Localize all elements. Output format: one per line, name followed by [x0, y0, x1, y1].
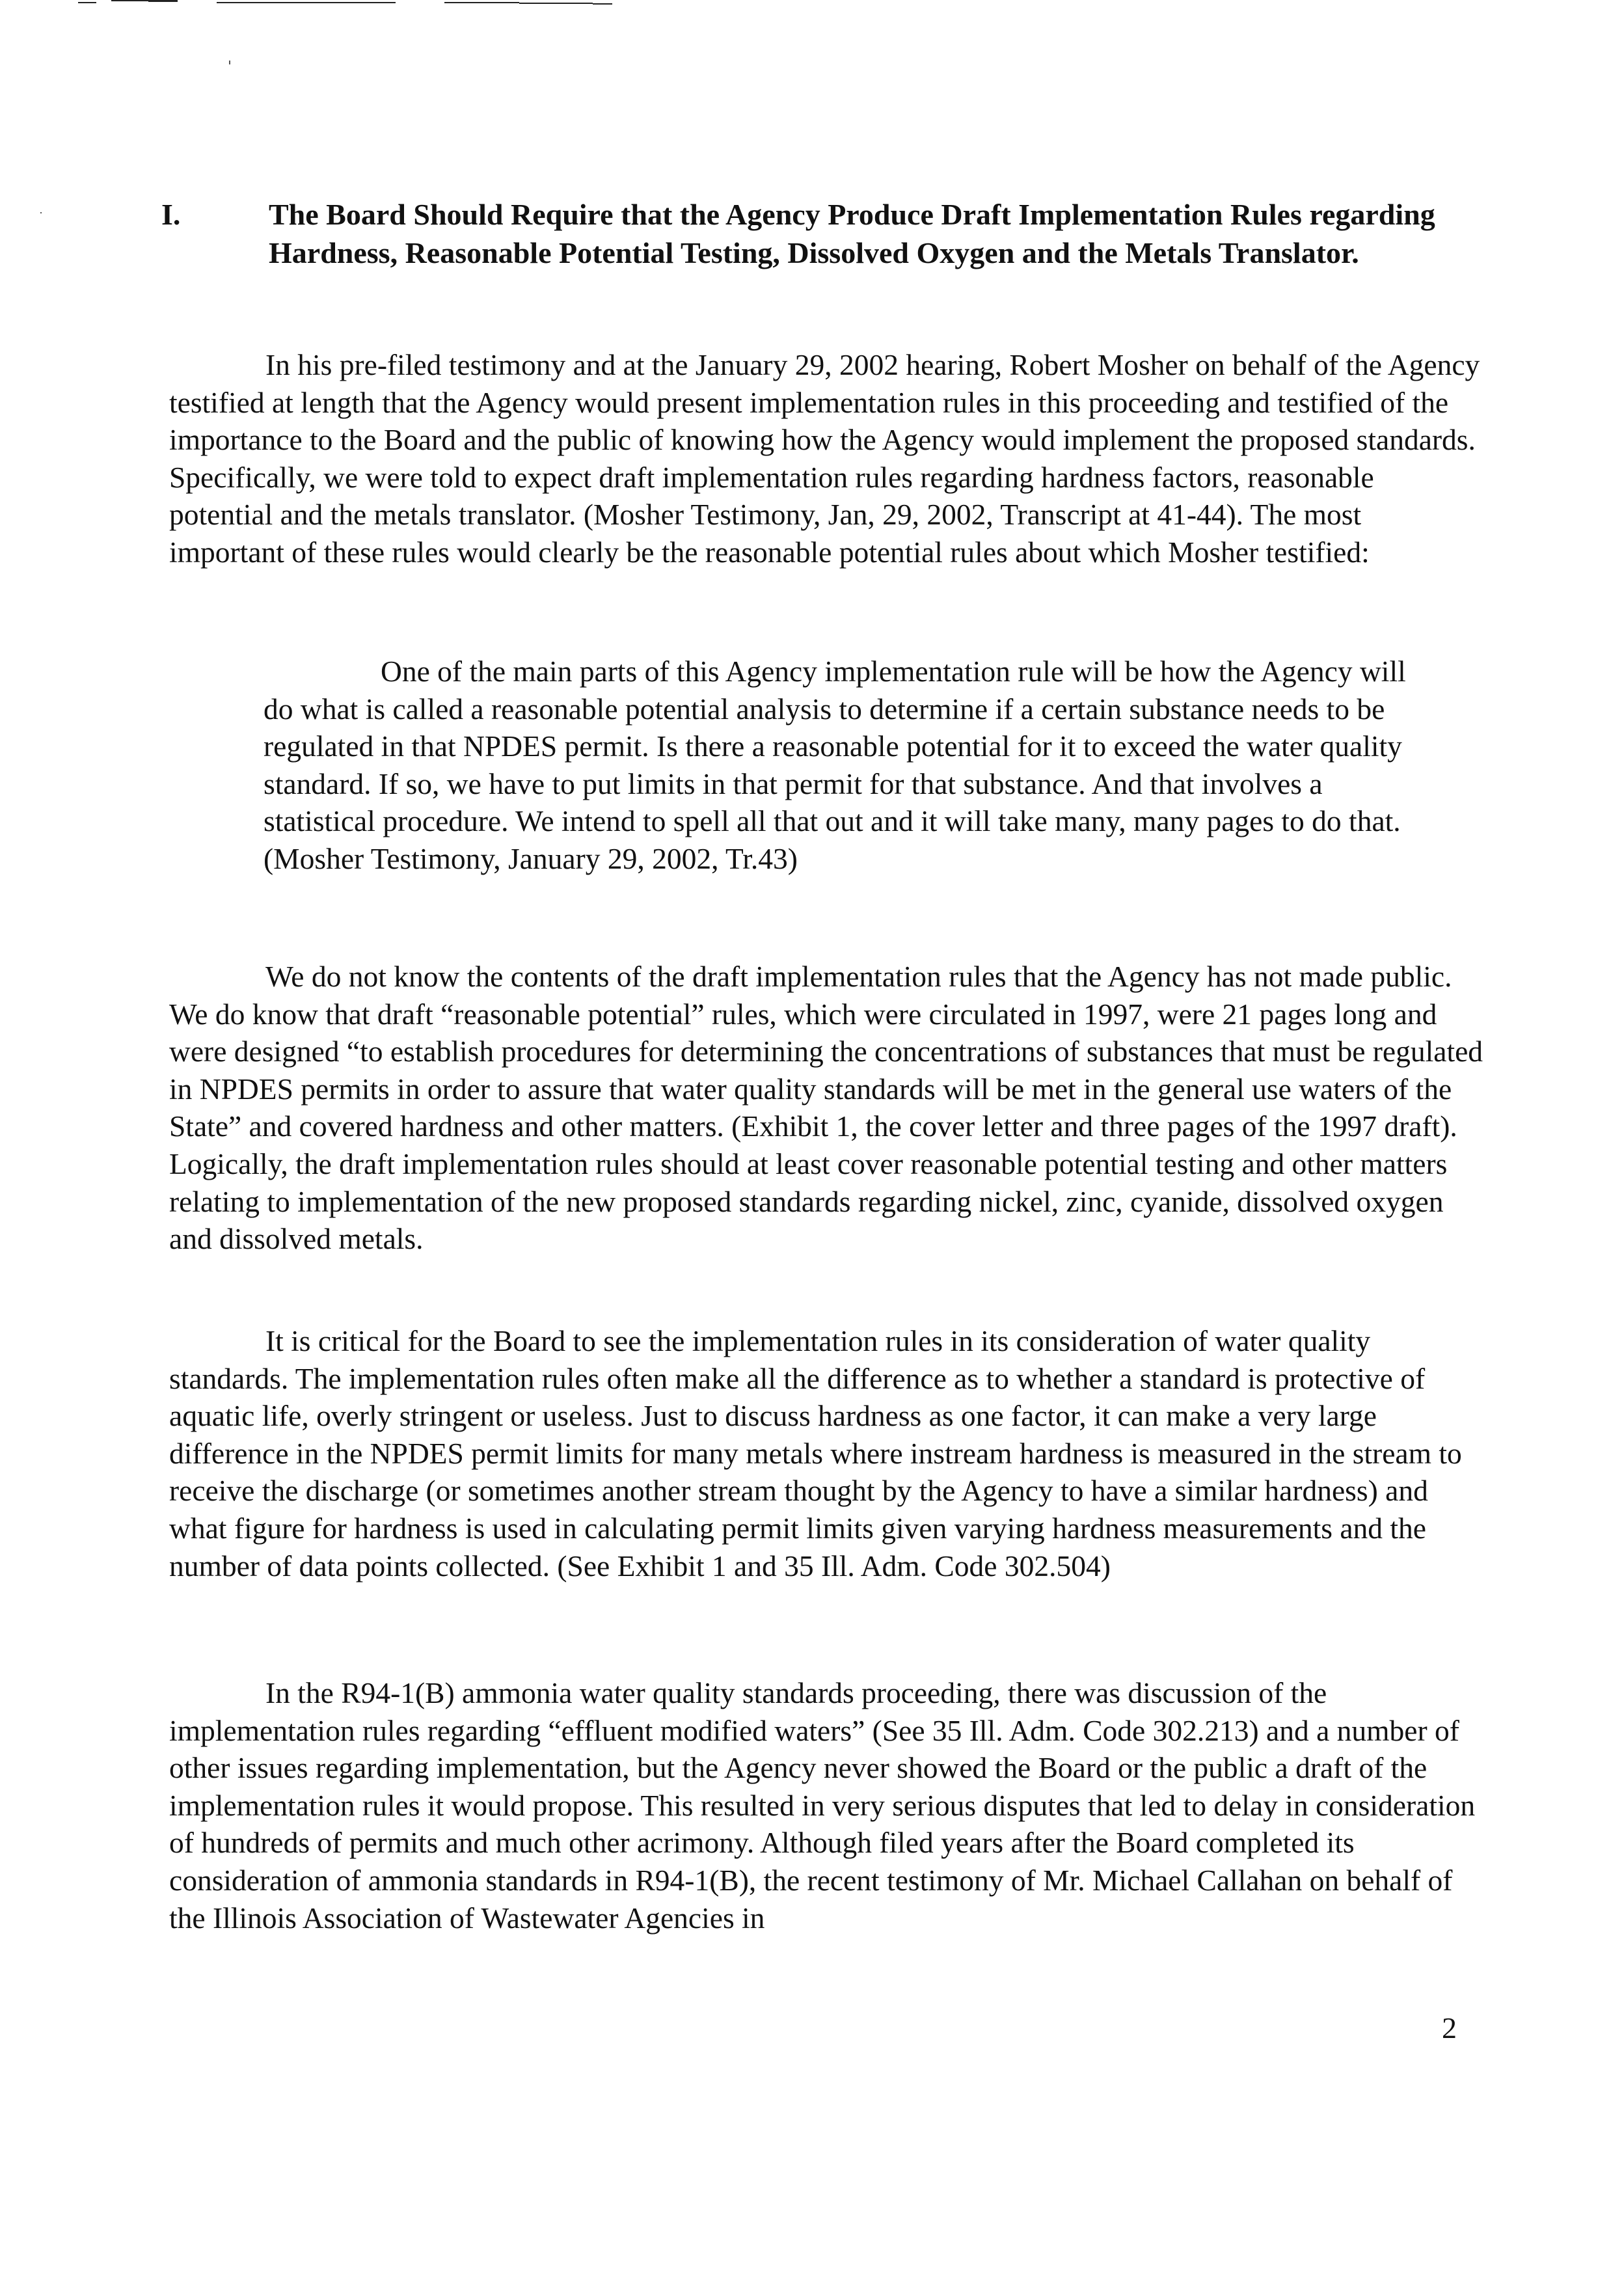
section-numeral: I.: [161, 198, 181, 231]
body-paragraph: In his pre-filed testimony and at the January 29, 2002 hearing, Robert Mosher on behalf of the Agency testified at length that the Agency would present implementation rules in this proceeding and testified of the importance to the Board and the public of knowing how the Agency would implement the proposed standards. Specifically, we were told to expect draft implementation rules regarding hardness factors, reasonable potential and the metals translator. (Mosher Testimony, Jan, 29, 2002, Transcript at 41-44). The most important of these rules would clearly be the reasonable potential rules about which Mosher testified:: [169, 348, 1480, 569]
block-quote: One of the main parts of this Agency implementation rule will be how the Agency will do what is called a reasonable potential analysis to determine if a certain substance needs to be regulated in that NPDES permit. Is there a reasonable potential for it to exceed the water quality standard. If so, we have to put limits in that permit for that substance. And that involves a statistical procedure. We intend to spell all that out and it will take many, many pages to do that. (Mosher Testimony, January 29, 2002, Tr.43): [264, 655, 1406, 875]
scan-artifact-dot: [229, 61, 230, 64]
scan-artifact-line: [78, 2, 96, 3]
body-paragraph: In the R94-1(B) ammonia water quality standards proceeding, there was discussion of the implementation rules regarding “effluent modified waters” (See 35 Ill. Adm. Code 302.213) and a number of other issues regarding implementation, but the Agency never showed the Board or the public a draft of the implementation rules it would propose. This resulted in very serious disputes that led to delay in consideration of hundreds of permits and much other acrimony. Although filed years after the Board completed its consideration of ammonia standards in R94-1(B), the recent testimony of Mr. Michael Callahan on behalf of the Illinois Association of Wastewater Agencies in: [169, 1676, 1476, 1935]
body-paragraph: It is critical for the Board to see the implementation rules in its consideration of water quality standards. The implementation rules often make all the difference as to whether a standard is protective of aquatic life, overly stringent or useless. Just to discuss hardness as one factor, it can make a very large difference in the NPDES permit limits for many metals where instream hardness is measured in the stream to receive the discharge (or sometimes another stream thought by the Agency to have a similar hardness) and what figure for hardness is used in calculating permit limits given varying hardness measurements and the number of data points collected. (See Exhibit 1 and 35 Ill. Adm. Code 302.504): [169, 1324, 1462, 1582]
scan-artifact-line: [444, 2, 519, 3]
section-title: The Board Should Require that the Agency Produce Draft Implementation Rules regarding Hardness, Reasonable Potential Testing, Dissolved Oxygen and the Metals Translator.: [269, 198, 1435, 269]
scan-artifact-line: [519, 3, 593, 4]
scan-artifact-line: [148, 1, 178, 2]
body-paragraph: We do not know the contents of the draft implementation rules that the Agency has not made public. We do know that draft “reasonable potential” rules, which were circulated in 1997, were 21 pages long and were designed “to establish procedures for determining the concentrations of substances that must be regulated in NPDES permits in order to assure that water quality standards will be met in the general use waters of the State” and covered hardness and other matters. (Exhibit 1, the cover letter and three pages of the 1997 draft). Logically, the draft implementation rules should at least cover reasonable potential testing and other matters relating to implementation of the new proposed standards regarding nickel, zinc, cyanide, dissolved oxygen and dissolved metals.: [169, 960, 1483, 1256]
scan-artifact-line: [221, 2, 325, 3]
scan-artifact-dot: [40, 212, 42, 213]
section-heading: [161, 195, 1528, 272]
scan-artifact-line: [593, 3, 612, 5]
page-number: 2: [1442, 2011, 1457, 2044]
